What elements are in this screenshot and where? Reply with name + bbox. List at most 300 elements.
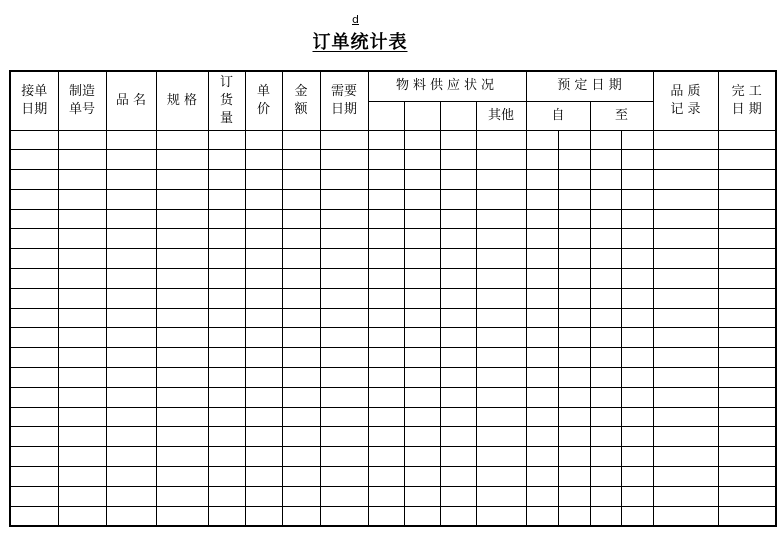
header-quality-record — [653, 71, 718, 130]
table-cell — [404, 189, 440, 209]
table-cell — [106, 209, 156, 229]
table-cell — [58, 170, 106, 190]
table-cell — [208, 269, 245, 289]
table-cell — [718, 427, 776, 447]
table-cell — [526, 189, 558, 209]
table-cell — [368, 170, 404, 190]
table-cell — [476, 368, 526, 388]
table-cell — [404, 288, 440, 308]
header-quality-record-line2: 记 录 — [670, 101, 701, 117]
table-cell — [10, 368, 58, 388]
table-cell — [245, 328, 282, 348]
table-cell — [476, 427, 526, 447]
table-cell — [558, 447, 590, 467]
table-cell — [718, 348, 776, 368]
table-cell — [558, 387, 590, 407]
table-cell — [440, 506, 476, 526]
table-cell — [58, 209, 106, 229]
table-cell — [106, 249, 156, 269]
table-cell — [590, 506, 621, 526]
header-quality-record-line1: 品 质 — [670, 83, 701, 99]
table-cell — [156, 387, 208, 407]
table-cell — [476, 486, 526, 506]
table-cell — [368, 348, 404, 368]
table-cell — [245, 368, 282, 388]
header-receive-date — [10, 71, 58, 130]
table-cell — [208, 368, 245, 388]
table-cell — [368, 150, 404, 170]
header-material-other — [476, 101, 526, 130]
table-cell — [476, 189, 526, 209]
table-cell — [440, 387, 476, 407]
table-cell — [282, 328, 320, 348]
table-cell — [156, 368, 208, 388]
table-cell — [10, 209, 58, 229]
table-cell — [320, 467, 368, 487]
table-cell — [282, 269, 320, 289]
table-cell — [58, 269, 106, 289]
table-cell — [718, 407, 776, 427]
table-cell — [282, 130, 320, 150]
table-row — [10, 407, 776, 427]
table-cell — [526, 328, 558, 348]
header-order-qty-line1: 订 — [219, 74, 233, 90]
table-cell — [621, 328, 653, 348]
table-cell — [718, 387, 776, 407]
table-cell — [476, 447, 526, 467]
table-cell — [10, 189, 58, 209]
table-cell — [320, 249, 368, 269]
table-cell — [208, 506, 245, 526]
table-cell — [526, 249, 558, 269]
table-row — [10, 170, 776, 190]
table-cell — [558, 229, 590, 249]
table-cell — [156, 189, 208, 209]
table-row — [10, 130, 776, 150]
table-cell — [156, 407, 208, 427]
table-cell — [156, 348, 208, 368]
form-title: 订单统计表 — [312, 32, 408, 53]
table-cell — [10, 288, 58, 308]
table-cell — [526, 427, 558, 447]
table-cell — [526, 348, 558, 368]
table-row — [10, 288, 776, 308]
header-material-other-label: 其他 — [487, 107, 514, 123]
table-cell — [718, 269, 776, 289]
table-cell — [208, 467, 245, 487]
table-cell — [282, 308, 320, 328]
table-cell — [245, 308, 282, 328]
table-cell — [653, 249, 718, 269]
table-cell — [245, 427, 282, 447]
table-cell — [106, 467, 156, 487]
header-amount-line2: 额 — [294, 101, 308, 117]
table-cell — [58, 447, 106, 467]
table-cell — [245, 447, 282, 467]
material-sub-cell — [368, 101, 404, 130]
table-cell — [476, 288, 526, 308]
table-cell — [208, 308, 245, 328]
table-cell — [621, 506, 653, 526]
table-cell — [106, 506, 156, 526]
table-cell — [245, 269, 282, 289]
table-cell — [106, 288, 156, 308]
table-cell — [208, 229, 245, 249]
table-cell — [718, 229, 776, 249]
table-cell — [320, 308, 368, 328]
table-cell — [282, 368, 320, 388]
table-cell — [58, 249, 106, 269]
table-cell — [368, 447, 404, 467]
table-cell — [10, 328, 58, 348]
table-cell — [156, 229, 208, 249]
table-cell — [621, 387, 653, 407]
table-cell — [320, 447, 368, 467]
table-cell — [106, 229, 156, 249]
header-required-date-line2: 日期 — [330, 101, 357, 117]
table-cell — [156, 150, 208, 170]
table-cell — [245, 288, 282, 308]
table-cell — [58, 288, 106, 308]
table-cell — [590, 447, 621, 467]
table-cell — [208, 427, 245, 447]
table-cell — [653, 189, 718, 209]
table-cell — [106, 427, 156, 447]
table-cell — [368, 249, 404, 269]
table-cell — [440, 150, 476, 170]
table-cell — [282, 170, 320, 190]
table-cell — [156, 170, 208, 190]
table-cell — [718, 130, 776, 150]
table-cell — [526, 506, 558, 526]
table-cell — [653, 368, 718, 388]
table-cell — [718, 288, 776, 308]
table-cell — [653, 387, 718, 407]
table-cell — [10, 170, 58, 190]
table-cell — [718, 209, 776, 229]
table-cell — [404, 387, 440, 407]
table-cell — [590, 288, 621, 308]
table-cell — [590, 467, 621, 487]
table-cell — [440, 368, 476, 388]
table-cell — [718, 308, 776, 328]
table-cell — [10, 486, 58, 506]
table-cell — [653, 447, 718, 467]
header-mfg-no-line1: 制造 — [68, 83, 95, 99]
header-scheduled-date-label: 预 定 日 期 — [557, 78, 622, 94]
header-amount — [282, 71, 320, 130]
table-cell — [208, 189, 245, 209]
table-cell — [440, 407, 476, 427]
table-cell — [10, 447, 58, 467]
table-cell — [590, 427, 621, 447]
table-cell — [621, 407, 653, 427]
table-cell — [245, 407, 282, 427]
table-cell — [404, 506, 440, 526]
header-unit-price-line2: 价 — [256, 101, 270, 117]
table-cell — [558, 427, 590, 447]
table-cell — [476, 130, 526, 150]
table-cell — [368, 308, 404, 328]
table-cell — [526, 368, 558, 388]
table-cell — [404, 348, 440, 368]
table-cell — [58, 189, 106, 209]
table-cell — [718, 506, 776, 526]
table-cell — [718, 150, 776, 170]
header-product-name — [106, 71, 156, 130]
table-cell — [10, 150, 58, 170]
table-cell — [320, 269, 368, 289]
table-cell — [106, 150, 156, 170]
table-cell — [621, 209, 653, 229]
table-cell — [590, 189, 621, 209]
table-cell — [208, 328, 245, 348]
table-cell — [404, 427, 440, 447]
table-cell — [368, 427, 404, 447]
table-cell — [476, 407, 526, 427]
header-receive-date-line1: 接单 — [21, 83, 48, 99]
table-cell — [156, 249, 208, 269]
table-cell — [526, 229, 558, 249]
table-cell — [590, 387, 621, 407]
table-cell — [621, 467, 653, 487]
table-cell — [156, 486, 208, 506]
table-cell — [208, 209, 245, 229]
table-cell — [106, 447, 156, 467]
table-cell — [718, 486, 776, 506]
table-row — [10, 249, 776, 269]
table-row — [10, 308, 776, 328]
table-cell — [526, 387, 558, 407]
table-cell — [590, 308, 621, 328]
table-cell — [558, 288, 590, 308]
table-cell — [320, 150, 368, 170]
table-cell — [10, 467, 58, 487]
table-cell — [106, 486, 156, 506]
table-cell — [368, 407, 404, 427]
table-cell — [282, 150, 320, 170]
header-unit-price — [245, 71, 282, 130]
table-cell — [558, 348, 590, 368]
table-cell — [208, 288, 245, 308]
table-cell — [368, 467, 404, 487]
table-cell — [653, 486, 718, 506]
table-cell — [10, 130, 58, 150]
table-cell — [526, 170, 558, 190]
table-cell — [208, 130, 245, 150]
table-cell — [58, 368, 106, 388]
table-cell — [653, 229, 718, 249]
table-cell — [282, 407, 320, 427]
table-cell — [590, 407, 621, 427]
header-to-label: 至 — [614, 107, 628, 123]
table-cell — [245, 130, 282, 150]
table-cell — [558, 308, 590, 328]
table-cell — [320, 170, 368, 190]
header-material-status — [368, 71, 526, 101]
header-unit-price-line1: 单 — [256, 83, 270, 99]
table-cell — [653, 407, 718, 427]
table-cell — [558, 506, 590, 526]
header-to — [590, 101, 653, 130]
table-cell — [245, 387, 282, 407]
table-cell — [590, 150, 621, 170]
header-spec-label: 规 格 — [166, 92, 198, 108]
table-cell — [526, 308, 558, 328]
table-cell — [58, 328, 106, 348]
table-cell — [282, 189, 320, 209]
table-cell — [320, 387, 368, 407]
table-cell — [526, 467, 558, 487]
table-cell — [404, 130, 440, 150]
table-cell — [245, 348, 282, 368]
table-cell — [368, 130, 404, 150]
table-cell — [621, 249, 653, 269]
table-cell — [245, 229, 282, 249]
table-cell — [476, 328, 526, 348]
table-cell — [106, 308, 156, 328]
table-cell — [282, 229, 320, 249]
table-row — [10, 348, 776, 368]
table-cell — [621, 308, 653, 328]
table-cell — [156, 209, 208, 229]
table-cell — [58, 348, 106, 368]
table-cell — [621, 170, 653, 190]
table-cell — [368, 209, 404, 229]
table-cell — [106, 130, 156, 150]
table-cell — [590, 368, 621, 388]
table-cell — [106, 328, 156, 348]
header-order-qty-line2: 货 — [219, 92, 233, 108]
material-sub-cell — [440, 101, 476, 130]
table-cell — [653, 348, 718, 368]
table-cell — [476, 308, 526, 328]
table-cell — [558, 269, 590, 289]
header-mfg-no-line2: 单号 — [68, 101, 95, 117]
table-cell — [404, 328, 440, 348]
table-cell — [653, 328, 718, 348]
table-cell — [320, 130, 368, 150]
table-row — [10, 328, 776, 348]
table-cell — [404, 308, 440, 328]
table-cell — [58, 308, 106, 328]
table-cell — [208, 249, 245, 269]
table-cell — [282, 288, 320, 308]
table-cell — [526, 288, 558, 308]
table-cell — [320, 348, 368, 368]
table-cell — [245, 249, 282, 269]
table-cell — [320, 427, 368, 447]
table-cell — [476, 269, 526, 289]
table-cell — [653, 209, 718, 229]
table-row — [10, 427, 776, 447]
table-cell — [404, 170, 440, 190]
table-cell — [718, 189, 776, 209]
table-cell — [476, 229, 526, 249]
table-cell — [440, 170, 476, 190]
table-cell — [208, 170, 245, 190]
table-cell — [106, 407, 156, 427]
table-cell — [368, 328, 404, 348]
table-cell — [320, 407, 368, 427]
table-cell — [440, 348, 476, 368]
table-cell — [10, 407, 58, 427]
table-cell — [58, 407, 106, 427]
table-cell — [404, 209, 440, 229]
table-cell — [590, 130, 621, 150]
header-receive-date-line2: 日期 — [21, 101, 48, 117]
table-cell — [404, 150, 440, 170]
table-cell — [440, 288, 476, 308]
table-cell — [368, 486, 404, 506]
table-cell — [558, 467, 590, 487]
table-cell — [718, 368, 776, 388]
table-cell — [558, 209, 590, 229]
table-cell — [558, 328, 590, 348]
table-cell — [590, 229, 621, 249]
table-cell — [440, 269, 476, 289]
table-cell — [653, 506, 718, 526]
table-cell — [653, 427, 718, 447]
table-cell — [621, 130, 653, 150]
table-cell — [558, 130, 590, 150]
table-cell — [526, 209, 558, 229]
table-cell — [476, 209, 526, 229]
table-cell — [558, 368, 590, 388]
table-cell — [653, 269, 718, 289]
table-cell — [404, 368, 440, 388]
table-cell — [320, 486, 368, 506]
table-cell — [718, 447, 776, 467]
table-cell — [404, 447, 440, 467]
table-cell — [58, 467, 106, 487]
table-cell — [368, 368, 404, 388]
table-cell — [476, 249, 526, 269]
header-mfg-no — [58, 71, 106, 130]
header-spec — [156, 71, 208, 130]
table-cell — [282, 427, 320, 447]
table-cell — [208, 407, 245, 427]
page-mark: d — [352, 13, 359, 26]
table-cell — [368, 229, 404, 249]
table-cell — [156, 427, 208, 447]
table-cell — [440, 249, 476, 269]
table-cell — [10, 506, 58, 526]
header-completion-date-line1: 完 工 — [731, 83, 762, 99]
table-cell — [10, 387, 58, 407]
header-product-name-label: 品 名 — [115, 92, 147, 108]
table-cell — [245, 486, 282, 506]
table-cell — [440, 467, 476, 487]
table-cell — [526, 150, 558, 170]
table-row — [10, 447, 776, 467]
table-cell — [208, 447, 245, 467]
table-cell — [58, 130, 106, 150]
table-cell — [476, 348, 526, 368]
table-cell — [590, 170, 621, 190]
table-cell — [156, 288, 208, 308]
table-cell — [156, 269, 208, 289]
table-cell — [404, 249, 440, 269]
material-sub-cell — [404, 101, 440, 130]
header-completion-date-line2: 日 期 — [731, 101, 762, 117]
table-cell — [106, 348, 156, 368]
table-row — [10, 269, 776, 289]
table-cell — [440, 130, 476, 150]
table-cell — [621, 427, 653, 447]
table-cell — [404, 269, 440, 289]
table-cell — [718, 467, 776, 487]
